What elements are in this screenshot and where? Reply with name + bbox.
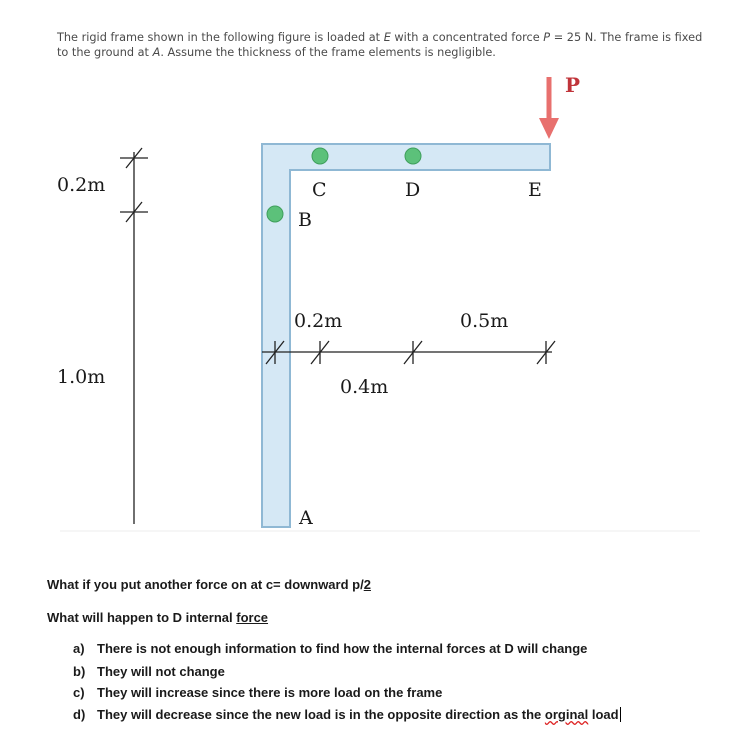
label-E: E [528,179,542,201]
force-label: P [565,73,581,97]
rigid-frame [262,144,550,527]
dim-left-total: 1.0m [57,366,106,388]
dim-bottom-c: 0.4m [340,376,389,398]
dim-left-top: 0.2m [57,174,106,196]
label-D: D [405,179,421,201]
marker-C [312,148,328,164]
dim-bottom-b: 0.5m [460,310,509,332]
label-C: C [312,179,327,201]
label-A: A [299,507,313,529]
option-b[interactable]: b) They will not change [73,664,225,679]
problem-statement: The rigid frame shown in the following figure is loaded at E with a concentrated force P = 25 N. The frame is fixed to the ground at A. Assume the thickness of the frame elements is negligible. [57,31,703,59]
left-dimension-line [120,148,148,524]
label-B: B [298,209,312,231]
marker-D [405,148,421,164]
option-d[interactable]: d) They will decrease since the new load is in the opposite direction as the orginal load [73,707,619,722]
force-arrow [539,77,559,139]
option-a[interactable]: a) There is not enough information to find how the internal forces at D will change [73,641,588,656]
question-line-1: What if you put another force on at c= downward p/2 [47,577,371,592]
dim-bottom-a: 0.2m [294,310,343,332]
question-line-2: What will happen to D internal force [47,610,269,625]
bottom-dimension-line [262,341,555,364]
text-cursor [620,707,621,722]
marker-B [267,206,283,222]
option-c[interactable]: c) They will increase since there is more load on the frame [73,685,443,700]
